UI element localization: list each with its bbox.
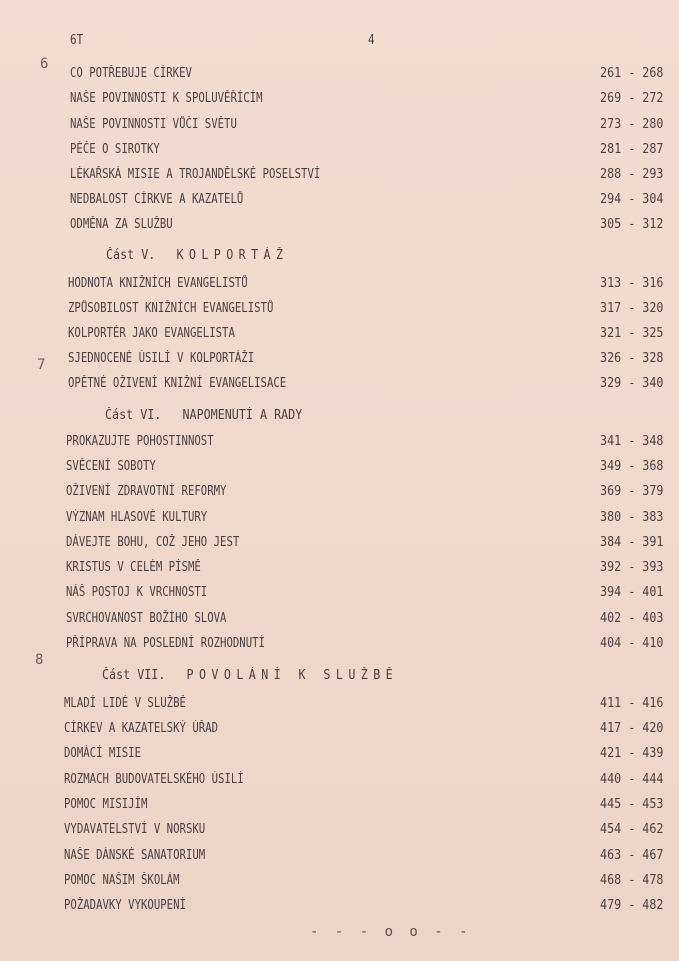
toc-entry-title: ROZMACH BUDOVATELSKÉHO ÚSILÍ <box>64 772 244 787</box>
toc-entry-title: CÍRKEV A KAZATELSKÝ ÚŘAD <box>64 721 219 736</box>
toc-entry-pages: 394 - 401 <box>599 585 663 600</box>
toc-entry-title: LÉKAŘSKÁ MISIE A TROJANDĚLSKÉ POSELSTVÍ <box>70 167 321 182</box>
toc-entry-pages: 404 - 410 <box>599 636 663 651</box>
section-name: KOLPORTÁŽ <box>176 248 289 263</box>
toc-entry-title: KOLPORTÉR JAKO EVANGELISTA <box>68 326 235 341</box>
toc-entry-pages: 313 - 316 <box>599 276 663 291</box>
toc-entry-title: ODMĚNA ZA SLUŽBU <box>70 217 173 232</box>
section-name: NAPOMENUTÍ A RADY <box>182 408 303 423</box>
toc-entry-pages: 317 - 320 <box>599 301 663 316</box>
toc-entry-pages: 380 - 383 <box>599 510 663 525</box>
toc-entry-title: VÝZNAM HLASOVÉ KULTURY <box>66 510 208 525</box>
toc-entry-title: DÁVEJTE BOHU, COŽ JEHO JEST <box>66 535 240 550</box>
toc-entry-pages: 384 - 391 <box>599 535 663 550</box>
toc-entry-pages: 468 - 478 <box>599 873 663 888</box>
section-heading <box>106 248 288 263</box>
toc-entry-pages: 349 - 368 <box>599 459 663 474</box>
toc-entry-pages: 281 - 287 <box>599 142 663 157</box>
section-prefix: Část VI. <box>105 408 162 423</box>
toc-entry-pages: 261 - 268 <box>599 66 663 81</box>
section-heading <box>102 668 398 683</box>
toc-entry-pages: 369 - 379 <box>599 484 663 499</box>
toc-entry-title: DOMÁCÍ MISIE <box>64 746 142 761</box>
toc-entry-title: CO POTŘEBUJE CÍRKEV <box>70 66 192 81</box>
toc-entry-pages: 417 - 420 <box>599 721 663 736</box>
toc-entry-pages: 269 - 272 <box>599 91 663 106</box>
toc-entry-title: ZPŮSOBILOST KNIŽNÍCH EVANGELISTŮ <box>68 301 274 316</box>
margin-number: 7 <box>37 357 46 373</box>
toc-entry-title: NAŠE POVINNOSTI VŮČI SVĚTU <box>70 117 237 132</box>
toc-entry-pages: 463 - 467 <box>599 848 663 863</box>
section-name: POVOLÁNÍ K SLUŽBĚ <box>186 668 399 683</box>
toc-entry-title: NAŠE DÁNSKÉ SANATORIUM <box>64 848 206 863</box>
toc-entry-pages: 321 - 325 <box>599 326 663 341</box>
toc-entry-pages: 329 - 340 <box>599 376 663 391</box>
toc-entry-title: MLADÍ LIDÉ V SLUŽBĚ <box>64 696 186 711</box>
toc-entry-title: PÉČE O SIROTKY <box>70 142 160 157</box>
toc-entry-title: SJEDNOCENÉ ÚSILÍ V KOLPORTÁŽI <box>68 351 255 366</box>
page-number: 4 <box>368 33 375 48</box>
toc-entry-title: PROKAZUJTE POHOSTINNOST <box>66 434 214 449</box>
toc-entry-title: OŽIVENÍ ZDRAVOTNÍ REFORMY <box>66 484 227 499</box>
toc-entry-pages: 341 - 348 <box>599 434 663 449</box>
header-left: 6T <box>70 33 84 48</box>
end-ornament: - - - o o - - <box>310 924 472 940</box>
margin-number: 6 <box>40 56 49 72</box>
toc-entry-title: NEDBALOST CÍRKVE A KAZATELŮ <box>70 192 244 207</box>
toc-entry-title: NÁŠ POSTOJ K VRCHNOSTI <box>66 585 208 600</box>
toc-entry-title: POŽADAVKY VYKOUPENÍ <box>64 898 186 913</box>
toc-entry-pages: 479 - 482 <box>599 898 663 913</box>
toc-entry-pages: 305 - 312 <box>599 217 663 232</box>
toc-entry-pages: 273 - 280 <box>599 117 663 132</box>
toc-entry-pages: 445 - 453 <box>599 797 663 812</box>
section-heading <box>105 408 302 423</box>
toc-entry-title: POMOC NAŠIM ŠKOLÁM <box>64 873 180 888</box>
toc-entry-title: HODNOTA KNIŽNÍCH EVANGELISTŮ <box>68 276 248 291</box>
toc-entry-pages: 392 - 393 <box>599 560 663 575</box>
toc-entry-pages: 421 - 439 <box>599 746 663 761</box>
toc-entry-title: PŘÍPRAVA NA POSLEDNÍ ROZHODNUTÍ <box>66 636 265 651</box>
toc-entry-pages: 402 - 403 <box>599 611 663 626</box>
toc-entry-title: KRISTUS V CELÉM PÍSMĚ <box>66 560 201 575</box>
toc-entry-pages: 454 - 462 <box>599 822 663 837</box>
toc-entry-pages: 326 - 328 <box>599 351 663 366</box>
toc-entry-title: OPĚTNÉ OŽIVENÍ KNIŽNÍ EVANGELISACE <box>68 376 287 391</box>
toc-entry-title: POMOC MISIJÍM <box>64 797 148 812</box>
toc-entry-pages: 440 - 444 <box>599 772 663 787</box>
toc-entry-title: SVRCHOVANOST BOŽÍHO SLOVA <box>66 611 227 626</box>
toc-entry-pages: 411 - 416 <box>599 696 663 711</box>
toc-entry-pages: 288 - 293 <box>599 167 663 182</box>
toc-entry-title: NAŠE POVINNOSTI K SPOLUVĚŘÍCÍM <box>70 91 263 106</box>
toc-entry-title: VYDAVATELSTVÍ V NORSKU <box>64 822 206 837</box>
section-prefix: Část V. <box>106 248 156 263</box>
margin-number: 8 <box>35 652 44 668</box>
section-prefix: Část VII. <box>102 668 166 683</box>
toc-entry-title: SVĚCENÍ SOBOTY <box>66 459 156 474</box>
toc-entry-pages: 294 - 304 <box>599 192 663 207</box>
